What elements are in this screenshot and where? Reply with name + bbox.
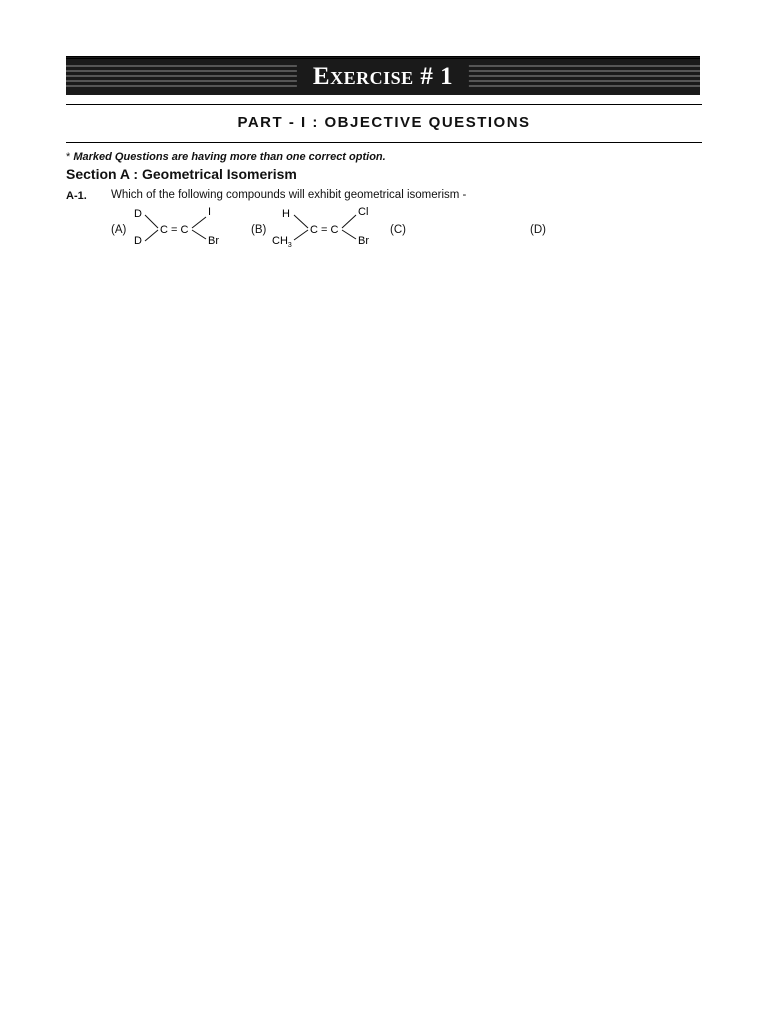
question-text: Which of the following compounds will exhibit geometrical isomerism - — [111, 189, 467, 201]
svg-text:C = C: C = C — [160, 224, 189, 236]
part-title: PART - I : OBJECTIVE QUESTIONS — [237, 114, 531, 131]
option-label: (C) — [390, 224, 406, 236]
option-label: (D) — [530, 224, 546, 236]
option-label: (A) — [111, 224, 127, 236]
svg-text:D: D — [134, 208, 142, 220]
svg-text:C = C: C = C — [310, 224, 339, 236]
marked-note: * Marked Questions are having more than one correct option. — [66, 151, 386, 163]
svg-text:Cl: Cl — [358, 206, 369, 218]
svg-text:I: I — [208, 206, 212, 218]
section-title: Section A : Geometrical Isomerism — [66, 166, 297, 182]
part-rule — [66, 142, 702, 143]
a1-structure-b — [268, 203, 383, 249]
banner-title: Exercise # 1 — [297, 59, 469, 95]
exercise-banner — [66, 56, 700, 95]
a1-structure-a — [128, 203, 238, 249]
svg-text:CH3: $CH_3$ — [272, 235, 292, 249]
option-label: (B) — [251, 224, 267, 236]
question-number: A-1. — [66, 190, 87, 202]
top-rule — [66, 104, 702, 105]
svg-text:D: D — [134, 235, 142, 247]
svg-text:Br: Br — [358, 235, 369, 247]
svg-text:Br: Br — [208, 235, 219, 247]
svg-text:H: H — [282, 208, 290, 220]
